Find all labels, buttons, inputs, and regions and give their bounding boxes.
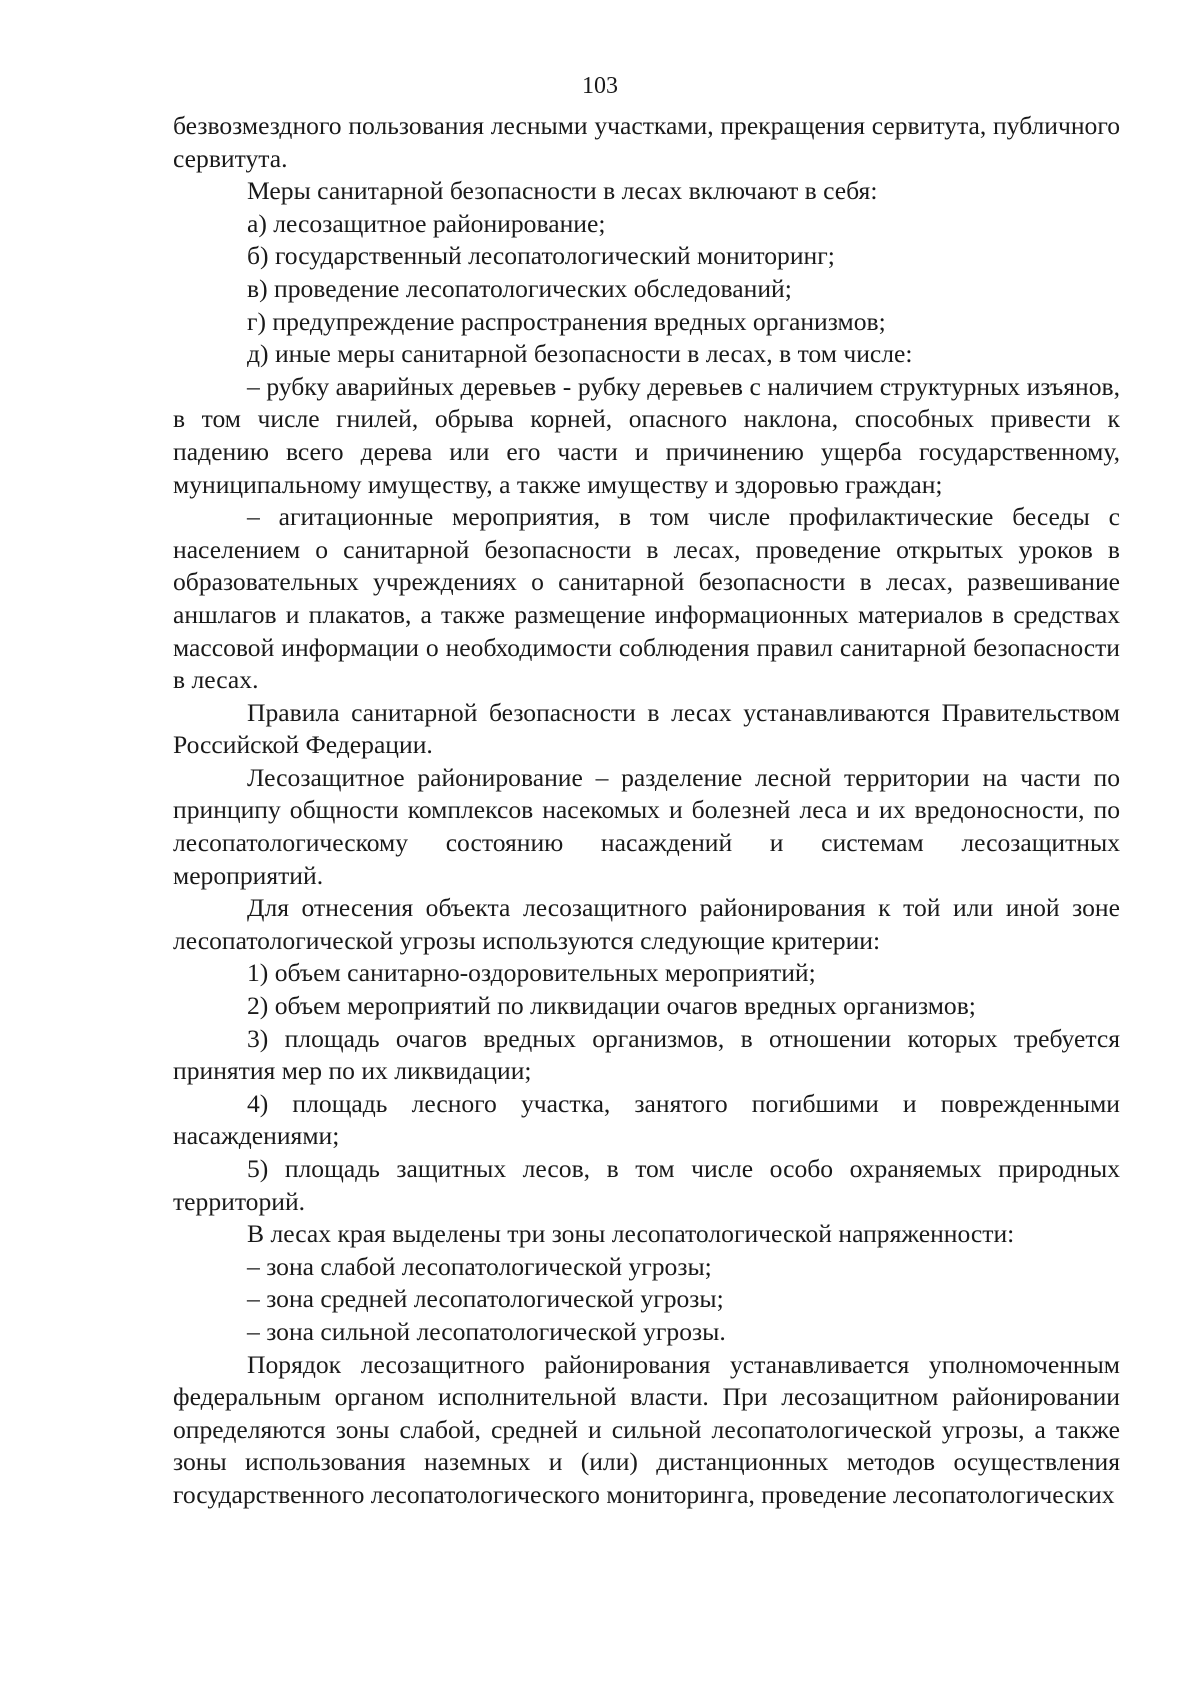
criteria-item-3: 3) площадь очагов вредных организмов, в отношении которых требуется принятия мер по их ликвидации; bbox=[173, 1023, 1120, 1086]
criteria-item-5: 5) площадь защитных лесов, в том числе особо охраняемых природных территорий. bbox=[173, 1154, 1120, 1216]
document-body bbox=[173, 110, 1120, 1512]
paragraph-measures-intro: Меры санитарной безопасности в лесах включают в себя: bbox=[247, 176, 878, 206]
page-number: 103 bbox=[582, 73, 618, 99]
list-item-a: а) лесозащитное районирование; bbox=[247, 208, 606, 238]
paragraph-continuation: безвозмездного пользования лесными участками, прекращения сервитута, публичного сервитута. bbox=[173, 111, 1120, 173]
dash-item-agitation: – агитационные мероприятия, в том числе профилактические беседы с населением о санитарной безопасности в лесах, проведение открытых уроков в образовательных учреждениях о санитарной безопасности в лесах, развешивание аншлагов и плакатов, а также размещение информационных материалов в средствах массовой информации о необходимости соблюдения правил санитарной безопасности в лесах. bbox=[173, 502, 1120, 695]
list-item-g: г) предупреждение распространения вредных организмов; bbox=[247, 306, 886, 336]
paragraph-zoning-procedure: Порядок лесозащитного районирования устанавливается уполномоченным федеральным органом исполнительной власти. При лесозащитном районировании определяются зоны слабой, средней и сильной лесопатологической угрозы, а также зоны использования наземных и (или) дистанционных методов осуществления государственного лесопатологического мониторинга, проведение лесопатологических bbox=[173, 1349, 1120, 1509]
criteria-item-2: 2) объем мероприятий по ликвидации очагов вредных организмов; bbox=[247, 991, 976, 1021]
list-item-v: в) проведение лесопатологических обследований; bbox=[247, 273, 792, 303]
criteria-item-1: 1) объем санитарно-оздоровительных мероприятий; bbox=[247, 958, 816, 988]
paragraph-zoning-definition: Лесозащитное районирование – разделение лесной территории на части по принципу общности комплексов насекомых и болезней леса и их вредоносности, по лесопатологическому состоянию насаждений и системам лесозащитных мероприятий. bbox=[173, 762, 1120, 890]
list-item-d: д) иные меры санитарной безопасности в лесах, в том числе: bbox=[247, 339, 913, 369]
dash-item-emergency-felling: – рубку аварийных деревьев - рубку деревьев с наличием структурных изъянов, в том числе гнилей, обрыва корней, опасного наклона, способных привести к падению всего дерева или его части и причинению ущерба государственному, муниципальному имуществу, а также имуществу и здоровью граждан; bbox=[173, 371, 1120, 499]
paragraph-zones-intro: В лесах края выделены три зоны лесопатологической напряженности: bbox=[247, 1219, 1015, 1249]
paragraph-rules: Правила санитарной безопасности в лесах устанавливаются Правительством Российской Федерации. bbox=[173, 697, 1120, 760]
zone-item-weak: – зона слабой лесопатологической угрозы; bbox=[247, 1251, 712, 1281]
zone-item-medium: – зона средней лесопатологической угрозы; bbox=[247, 1284, 724, 1314]
paragraph-criteria-intro: Для отнесения объекта лесозащитного районирования к той или иной зоне лесопатологической угрозы используются следующие критерии: bbox=[173, 893, 1120, 955]
zone-item-strong: – зона сильной лесопатологической угрозы. bbox=[247, 1316, 726, 1346]
list-item-b: б) государственный лесопатологический мониторинг; bbox=[247, 241, 835, 271]
criteria-item-4: 4) площадь лесного участка, занятого погибшими и поврежденными насаждениями; bbox=[173, 1088, 1120, 1151]
